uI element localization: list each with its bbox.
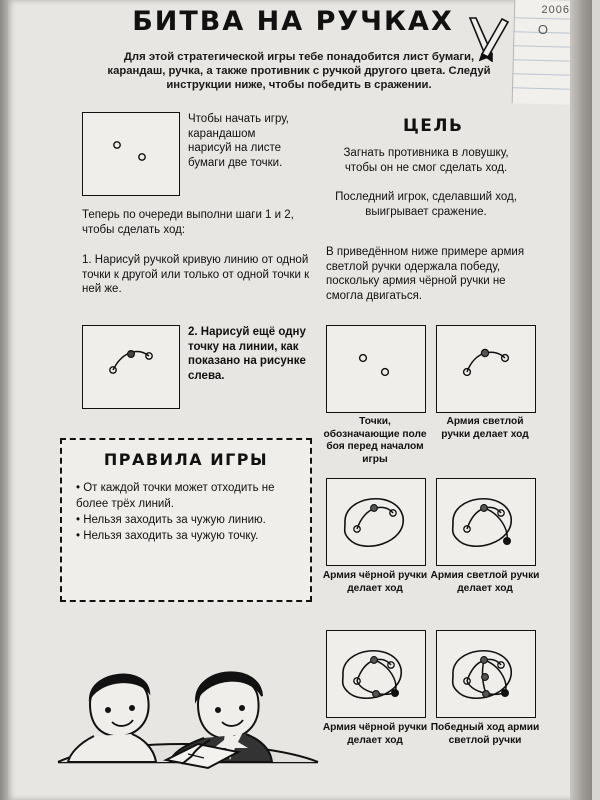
figure-4-panel (436, 478, 536, 566)
step2-text: 2. Нарисуй ещё одну точку на линии, как показано на рисунке слева. (188, 326, 306, 382)
turn-note-text: Теперь по очереди выполни шаги 1 и 2, чтобы сделать ход: (82, 209, 294, 236)
figure-5-panel (326, 630, 426, 718)
intro-text: Для этой стратегической игры тебе понадобится лист бумаги, карандаш, ручка, а также противник с ручкой другого цвета. Следуй инструкции ниже, чтобы победить в сражении. (107, 51, 491, 91)
page-title: БИТВА НА РУЧКАХ (132, 6, 454, 37)
figure-2-caption: Армия светлой ручки делает ход (441, 416, 529, 440)
goal-p1: Загнать противника в ловушку, чтобы он не смог сделать ход. (343, 147, 509, 174)
figure-4-caption: Армия светлой ручки делает ход (430, 570, 540, 594)
corner-note-sub: О (537, 22, 548, 37)
figure-3-caption: Армия чёрной ручки делает ход (322, 570, 428, 594)
book-page (8, 0, 578, 800)
rule-item-1: • От каждой точки может отходить не более трёх линий. (76, 482, 275, 510)
goal-p3: В приведённом ниже примере армия светлой ручки одержала победу, поскольку армия чёрной ручки не смогла двигаться. (326, 246, 525, 302)
rules-box (60, 438, 312, 602)
goal-title: ЦЕЛЬ (403, 116, 464, 136)
figure-two-dots (82, 112, 180, 196)
kids-illustration (48, 612, 328, 792)
figure-3-panel (326, 478, 426, 566)
step-intro-text: Чтобы начать игру, карандашом нарисуй на листе бумаги две точки. (188, 113, 290, 169)
figure-6-caption: Победный ход армии светлой ручки (430, 722, 540, 746)
figure-line-and-dot (82, 325, 180, 409)
goal-p2: Последний игрок, сделавший ход, выигрывает сражение. (335, 191, 517, 218)
step1-text: 1. Нарисуй ручкой кривую линию от одной точки к другой или только от одной точки к ней же. (82, 254, 310, 295)
figure-1-panel (326, 325, 426, 413)
figure-6-panel (436, 630, 536, 718)
figure-5-caption: Армия чёрной ручки делает ход (322, 722, 428, 746)
rules-title: ПРАВИЛА ИГРЫ (103, 450, 269, 469)
rule-item-3: • Нельзя заходить за чужую точку. (76, 530, 259, 542)
figure-1-caption: Точки, обозначающие поле боя перед началом игры (323, 416, 427, 465)
corner-note-top: 2006 (541, 4, 570, 16)
rules-list (76, 480, 298, 544)
rule-item-2: • Нельзя заходить за чужую линию. (76, 514, 266, 526)
figure-2-panel (436, 325, 536, 413)
